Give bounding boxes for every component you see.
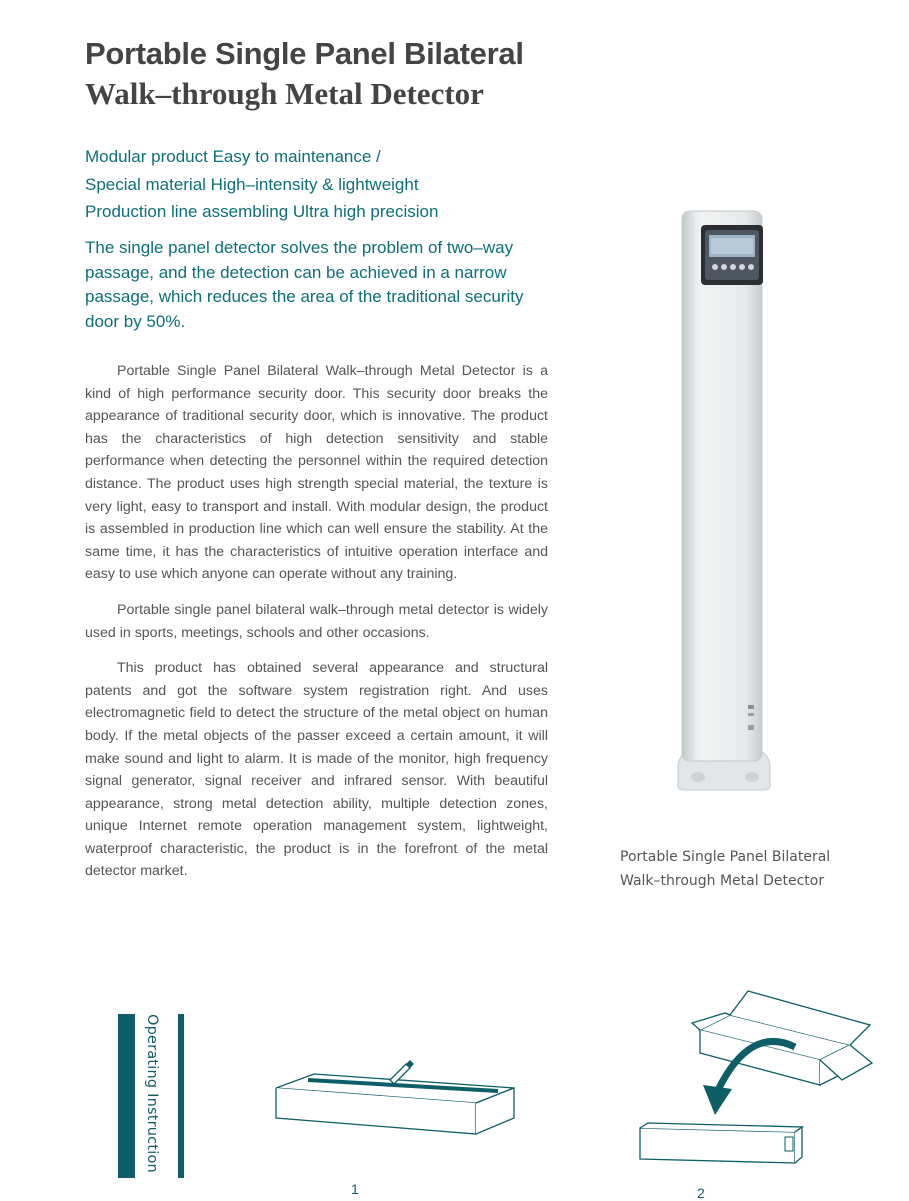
body-paragraph: Portable Single Panel Bilateral Walk–through Metal Detector is a kind of high performance security door. This security door breaks the appearance of traditional security door, which is innovative. The product has the characteristics of high detection sensitivity and stable performance when detecting the personnel within the required detection distance. The product uses high strength special material, the texture is very light, easy to transport and install. With modular design, the product is assembled in production line which can well ensure the stability. At the same time, it has the characteristics of intuitive operation interface and easy to use which anyone can operate without any training. xyxy=(85,363,548,583)
section-label: Operating Instruction xyxy=(144,1014,160,1173)
caption-line: Portable Single Panel Bilateral xyxy=(620,849,831,865)
body-text xyxy=(85,360,548,896)
lead-paragraph: The single panel detector solves the problem of two–way passage, and the detection can be achieved in a narrow passage, which reduces the area of the traditional security door by 50%. xyxy=(85,238,524,331)
feature-item: Production line assembling Ultra high precision xyxy=(85,202,439,221)
step-number: 2 xyxy=(697,1185,705,1201)
step-number: 1 xyxy=(351,1181,359,1197)
caption-line: Walk–through Metal Detector xyxy=(620,873,825,889)
section-bar xyxy=(118,1014,135,1178)
unpack-box-arrow-icon xyxy=(630,985,880,1175)
title-line-1: Portable Single Panel Bilateral xyxy=(85,36,524,71)
feature-item: Modular product Easy to maintenance / xyxy=(85,147,381,166)
body-paragraph: Portable single panel bilateral walk–through metal detector is widely used in sports, meetings, schools and other occasions. xyxy=(85,601,548,641)
title-line-2: Walk–through Metal Detector xyxy=(85,76,484,111)
box-cutter-opening-icon xyxy=(268,1058,518,1143)
product-caption xyxy=(620,845,880,893)
body-paragraph: This product has obtained several appearance and structural patents and got the software system registration right. And uses electromagnetic field to detect the structure of the metal object on human body. If the metal objects of the passer exceed a certain amount, it will make sound and light to alarm. It is made of the monitor, high frequency signal generator, signal receiver and infrared sensor. With beautiful appearance, strong metal detection ability, multiple detection zones, unique Internet remote operation management system, lightweight, waterproof characteristic, the product is in the forefront of the metal detector market. xyxy=(85,660,548,880)
metal-detector-image xyxy=(668,205,778,820)
section-bar xyxy=(178,1014,184,1178)
feature-item: Special material High–intensity & lightweight xyxy=(85,174,419,194)
feature-list xyxy=(85,143,555,226)
